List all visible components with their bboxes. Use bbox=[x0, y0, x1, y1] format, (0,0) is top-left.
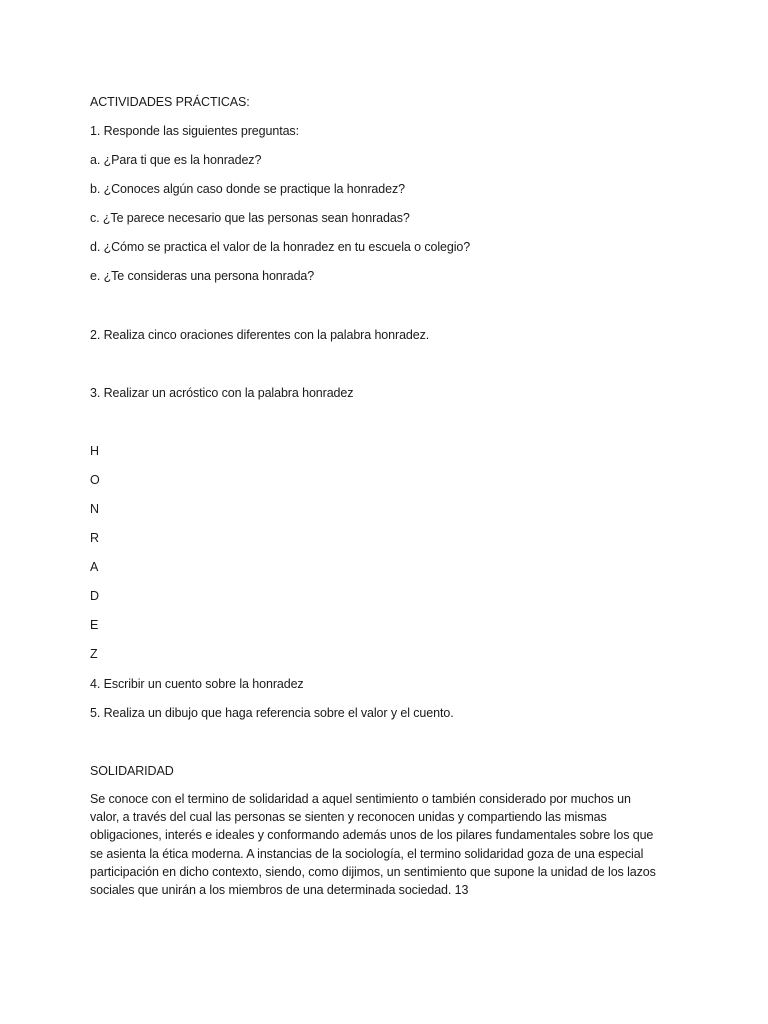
section-title: SOLIDARIDAD bbox=[90, 764, 174, 778]
question-5: 5. Realiza un dibujo que haga referencia sobre el valor y el cuento. bbox=[90, 706, 454, 720]
question-1a: a. ¿Para ti que es la honradez? bbox=[90, 153, 262, 167]
question-1d: d. ¿Cómo se practica el valor de la honradez en tu escuela o colegio? bbox=[90, 240, 471, 254]
paragraph-line: Se conoce con el termino de solidaridad a aquel sentimiento o también considerado por muchos un bbox=[90, 792, 631, 806]
acrostic-letter: N bbox=[90, 502, 99, 516]
acrostic-letter: E bbox=[90, 618, 99, 632]
paragraph-line: se asienta la ética moderna. A instancias de la sociología, el termino solidaridad goza de una especial bbox=[90, 846, 644, 861]
acrostic-letter: O bbox=[90, 473, 100, 487]
activities-heading: ACTIVIDADES PRÁCTICAS: bbox=[90, 95, 250, 109]
acrostic-letter: A bbox=[90, 560, 99, 574]
acrostic-letter: H bbox=[90, 444, 99, 458]
solidaridad-paragraph bbox=[90, 790, 690, 899]
question-2: 2. Realiza cinco oraciones diferentes con la palabra honradez. bbox=[90, 328, 430, 342]
question-1e: e. ¿Te consideras una persona honrada? bbox=[90, 269, 315, 283]
paragraph-line: valor, a través del cual las personas se sienten y reconocen unidas y compartiendo las mismas bbox=[90, 810, 607, 825]
paragraph-line: participación en dicho contexto, siendo, como dijimos, un sentimiento que supone la unidad de los lazos bbox=[90, 864, 656, 879]
acrostic-letter: D bbox=[90, 589, 99, 603]
acrostic-letter: Z bbox=[90, 647, 98, 661]
question-1b: b. ¿Conoces algún caso donde se practique la honradez? bbox=[90, 182, 405, 196]
question-3: 3. Realizar un acróstico con la palabra honradez bbox=[90, 386, 354, 400]
question-4: 4. Escribir un cuento sobre la honradez bbox=[90, 677, 304, 691]
question-1c: c. ¿Te parece necesario que las personas sean honradas? bbox=[90, 211, 410, 225]
acrostic-letter: R bbox=[90, 531, 99, 545]
paragraph-line: sociales que unirán a los miembros de una determinada sociedad. 13 bbox=[90, 883, 469, 898]
question-1: 1. Responde las siguientes preguntas: bbox=[90, 124, 299, 138]
paragraph-line: obligaciones, interés e ideales y conformando además unos de los pilares fundamentales sobre los que bbox=[90, 828, 654, 843]
